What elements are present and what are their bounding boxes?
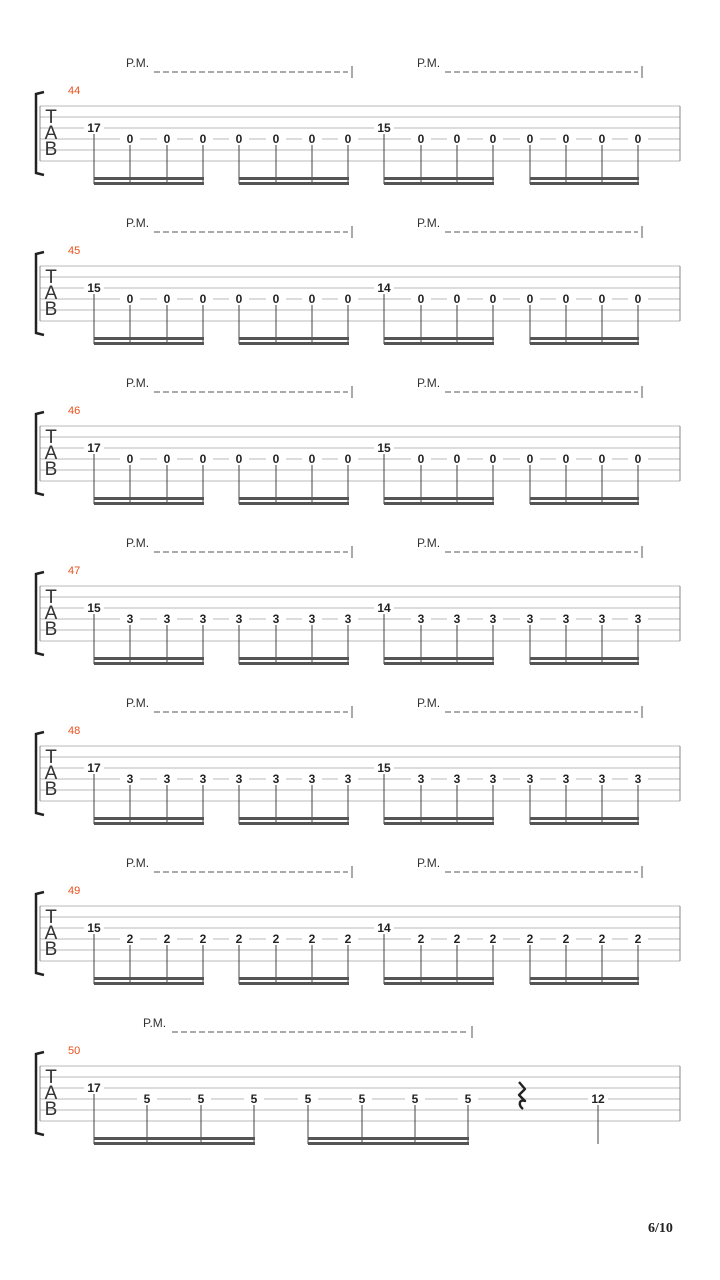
tab-clef-letter: T xyxy=(45,1067,57,1088)
beam xyxy=(530,657,639,660)
fret-number: 3 xyxy=(308,772,316,786)
beam xyxy=(530,817,639,820)
beam xyxy=(94,182,204,185)
fret-number: 0 xyxy=(489,292,497,306)
beam xyxy=(384,982,494,985)
tab-clef-letter: B xyxy=(44,139,58,160)
fret-number: 2 xyxy=(308,932,316,946)
fret-number: 17 xyxy=(87,1081,101,1095)
tab-clef-letter: T xyxy=(45,267,57,288)
palm-mute-label: P.M. xyxy=(126,856,150,870)
fret-number: 3 xyxy=(562,772,570,786)
fret-number: 2 xyxy=(163,932,171,946)
tab-clef-letter: A xyxy=(44,123,58,144)
beam xyxy=(239,502,349,505)
beam xyxy=(530,662,639,665)
tab-clef-letter: A xyxy=(44,923,58,944)
fret-number: 2 xyxy=(598,932,606,946)
beam xyxy=(239,662,349,665)
fret-number: 0 xyxy=(453,132,461,146)
beam xyxy=(384,342,494,345)
beam xyxy=(239,982,349,985)
beam xyxy=(384,817,494,820)
fret-number: 0 xyxy=(562,292,570,306)
tab-clef-letter: B xyxy=(44,299,58,320)
beam xyxy=(384,657,494,660)
fret-number: 3 xyxy=(344,772,352,786)
beam xyxy=(239,822,349,825)
fret-number: 2 xyxy=(126,932,134,946)
fret-number: 0 xyxy=(235,132,243,146)
fret-number: 3 xyxy=(526,772,534,786)
fret-number: 3 xyxy=(489,772,497,786)
tab-clef-letter: A xyxy=(44,283,58,304)
tab-clef-letter: A xyxy=(44,603,58,624)
fret-number: 15 xyxy=(377,121,391,135)
palm-mute-label: P.M. xyxy=(126,536,150,550)
beam xyxy=(94,822,204,825)
palm-mute-label: P.M. xyxy=(417,376,441,390)
beam xyxy=(239,177,349,180)
fret-number: 3 xyxy=(453,612,461,626)
beam xyxy=(530,977,639,980)
fret-number: 0 xyxy=(199,132,207,146)
fret-number: 3 xyxy=(272,612,280,626)
fret-number: 3 xyxy=(344,612,352,626)
fret-number: 0 xyxy=(598,452,606,466)
fret-number: 3 xyxy=(526,612,534,626)
fret-number: 0 xyxy=(308,452,316,466)
fret-number: 0 xyxy=(598,132,606,146)
beam xyxy=(239,657,349,660)
fret-number: 2 xyxy=(417,932,425,946)
fret-number: 0 xyxy=(126,452,134,466)
fret-number: 0 xyxy=(562,452,570,466)
fret-number: 3 xyxy=(272,772,280,786)
fret-number: 2 xyxy=(344,932,352,946)
fret-number: 0 xyxy=(526,452,534,466)
beam xyxy=(94,177,204,180)
measure-number: 45 xyxy=(68,245,81,257)
measure-number: 50 xyxy=(68,1045,81,1057)
tab-clef-letter: A xyxy=(44,763,58,784)
fret-number: 2 xyxy=(634,932,642,946)
fret-number: 0 xyxy=(272,132,280,146)
fret-number: 0 xyxy=(417,452,425,466)
fret-number: 2 xyxy=(453,932,461,946)
quarter-rest xyxy=(519,1082,525,1109)
beam xyxy=(94,1137,255,1140)
tab-clef-letter: B xyxy=(44,779,58,800)
fret-number: 0 xyxy=(199,292,207,306)
beam xyxy=(94,497,204,500)
fret-number: 0 xyxy=(417,292,425,306)
fret-number: 14 xyxy=(377,921,391,935)
fret-number: 3 xyxy=(126,612,134,626)
fret-number: 15 xyxy=(87,921,101,935)
palm-mute-label: P.M. xyxy=(126,376,150,390)
fret-number: 0 xyxy=(126,132,134,146)
tab-clef-letter: T xyxy=(45,907,57,928)
fret-number: 0 xyxy=(163,132,171,146)
measure-number: 46 xyxy=(68,405,81,417)
fret-number: 3 xyxy=(126,772,134,786)
fret-number: 0 xyxy=(235,292,243,306)
beam xyxy=(530,177,639,180)
fret-number: 17 xyxy=(87,121,101,135)
tab-clef-letter: B xyxy=(44,619,58,640)
measure-number: 44 xyxy=(68,85,81,97)
fret-number: 15 xyxy=(377,761,391,775)
beam xyxy=(94,817,204,820)
palm-mute-label: P.M. xyxy=(417,696,441,710)
fret-number: 3 xyxy=(235,612,243,626)
tab-clef-letter: B xyxy=(44,459,58,480)
tab-clef-letter: T xyxy=(45,747,57,768)
beam xyxy=(239,497,349,500)
fret-number: 0 xyxy=(126,292,134,306)
fret-number: 3 xyxy=(235,772,243,786)
fret-number: 0 xyxy=(163,452,171,466)
fret-number: 2 xyxy=(562,932,570,946)
fret-number: 3 xyxy=(199,772,207,786)
fret-number: 3 xyxy=(308,612,316,626)
fret-number: 5 xyxy=(411,1092,419,1106)
fret-number: 0 xyxy=(417,132,425,146)
fret-number: 0 xyxy=(199,452,207,466)
beam xyxy=(384,177,494,180)
fret-number: 0 xyxy=(526,132,534,146)
palm-mute-label: P.M. xyxy=(126,56,150,70)
beam xyxy=(530,337,639,340)
fret-number: 5 xyxy=(304,1092,312,1106)
beam xyxy=(530,497,639,500)
beam xyxy=(94,1142,255,1145)
beam xyxy=(384,182,494,185)
beam xyxy=(94,502,204,505)
fret-number: 5 xyxy=(250,1092,258,1106)
fret-number: 0 xyxy=(163,292,171,306)
beam xyxy=(530,822,639,825)
fret-number: 0 xyxy=(526,292,534,306)
fret-number: 2 xyxy=(489,932,497,946)
tab-clef-letter: T xyxy=(45,107,57,128)
beam xyxy=(530,502,639,505)
tab-clef-letter: A xyxy=(44,1083,58,1104)
fret-number: 3 xyxy=(489,612,497,626)
beam xyxy=(384,662,494,665)
fret-number: 3 xyxy=(417,612,425,626)
palm-mute-label: P.M. xyxy=(143,1016,167,1030)
measure-number: 48 xyxy=(68,725,81,737)
fret-number: 2 xyxy=(235,932,243,946)
fret-number: 0 xyxy=(562,132,570,146)
fret-number: 0 xyxy=(453,452,461,466)
tab-clef-letter: T xyxy=(45,587,57,608)
fret-number: 0 xyxy=(634,292,642,306)
beam xyxy=(94,342,204,345)
fret-number: 12 xyxy=(591,1092,605,1106)
palm-mute-label: P.M. xyxy=(417,56,441,70)
fret-number: 3 xyxy=(417,772,425,786)
palm-mute-label: P.M. xyxy=(126,696,150,710)
fret-number: 0 xyxy=(235,452,243,466)
fret-number: 0 xyxy=(598,292,606,306)
fret-number: 3 xyxy=(163,612,171,626)
fret-number: 3 xyxy=(562,612,570,626)
beam xyxy=(530,342,639,345)
tab-clef-letter: T xyxy=(45,427,57,448)
beam xyxy=(239,977,349,980)
palm-mute-label: P.M. xyxy=(126,216,150,230)
fret-number: 3 xyxy=(163,772,171,786)
fret-number: 15 xyxy=(377,441,391,455)
fret-number: 14 xyxy=(377,281,391,295)
fret-number: 0 xyxy=(308,292,316,306)
palm-mute-label: P.M. xyxy=(417,536,441,550)
fret-number: 17 xyxy=(87,441,101,455)
fret-number: 3 xyxy=(598,612,606,626)
measure-number: 47 xyxy=(68,565,81,577)
beam xyxy=(384,502,494,505)
tab-clef-letter: B xyxy=(44,1099,58,1120)
fret-number: 0 xyxy=(308,132,316,146)
fret-number: 0 xyxy=(272,292,280,306)
fret-number: 2 xyxy=(199,932,207,946)
fret-number: 0 xyxy=(344,132,352,146)
beam xyxy=(530,182,639,185)
beam xyxy=(384,977,494,980)
fret-number: 3 xyxy=(453,772,461,786)
beam xyxy=(94,982,204,985)
beam xyxy=(384,822,494,825)
beam xyxy=(530,982,639,985)
fret-number: 0 xyxy=(489,132,497,146)
fret-number: 14 xyxy=(377,601,391,615)
tab-clef-letter: A xyxy=(44,443,58,464)
fret-number: 5 xyxy=(143,1092,151,1106)
beam xyxy=(384,337,494,340)
fret-number: 0 xyxy=(634,132,642,146)
palm-mute-label: P.M. xyxy=(417,856,441,870)
beam xyxy=(308,1142,469,1145)
measure-number: 49 xyxy=(68,885,81,897)
beam xyxy=(239,342,349,345)
tab-clef-letter: B xyxy=(44,939,58,960)
fret-number: 0 xyxy=(272,452,280,466)
fret-number: 3 xyxy=(598,772,606,786)
fret-number: 5 xyxy=(197,1092,205,1106)
fret-number: 0 xyxy=(489,452,497,466)
fret-number: 3 xyxy=(634,772,642,786)
beam xyxy=(94,337,204,340)
fret-number: 17 xyxy=(87,761,101,775)
fret-number: 0 xyxy=(634,452,642,466)
fret-number: 0 xyxy=(344,452,352,466)
palm-mute-label: P.M. xyxy=(417,216,441,230)
fret-number: 5 xyxy=(464,1092,472,1106)
beam xyxy=(239,817,349,820)
fret-number: 0 xyxy=(344,292,352,306)
beam xyxy=(308,1137,469,1140)
fret-number: 0 xyxy=(453,292,461,306)
fret-number: 2 xyxy=(526,932,534,946)
fret-number: 15 xyxy=(87,281,101,295)
fret-number: 3 xyxy=(199,612,207,626)
fret-number: 2 xyxy=(272,932,280,946)
beam xyxy=(94,662,204,665)
page-number: 6/10 xyxy=(648,1221,673,1236)
fret-number: 5 xyxy=(358,1092,366,1106)
beam xyxy=(384,497,494,500)
beam xyxy=(94,657,204,660)
beam xyxy=(94,977,204,980)
fret-number: 3 xyxy=(634,612,642,626)
fret-number: 15 xyxy=(87,601,101,615)
beam xyxy=(239,182,349,185)
beam xyxy=(239,337,349,340)
